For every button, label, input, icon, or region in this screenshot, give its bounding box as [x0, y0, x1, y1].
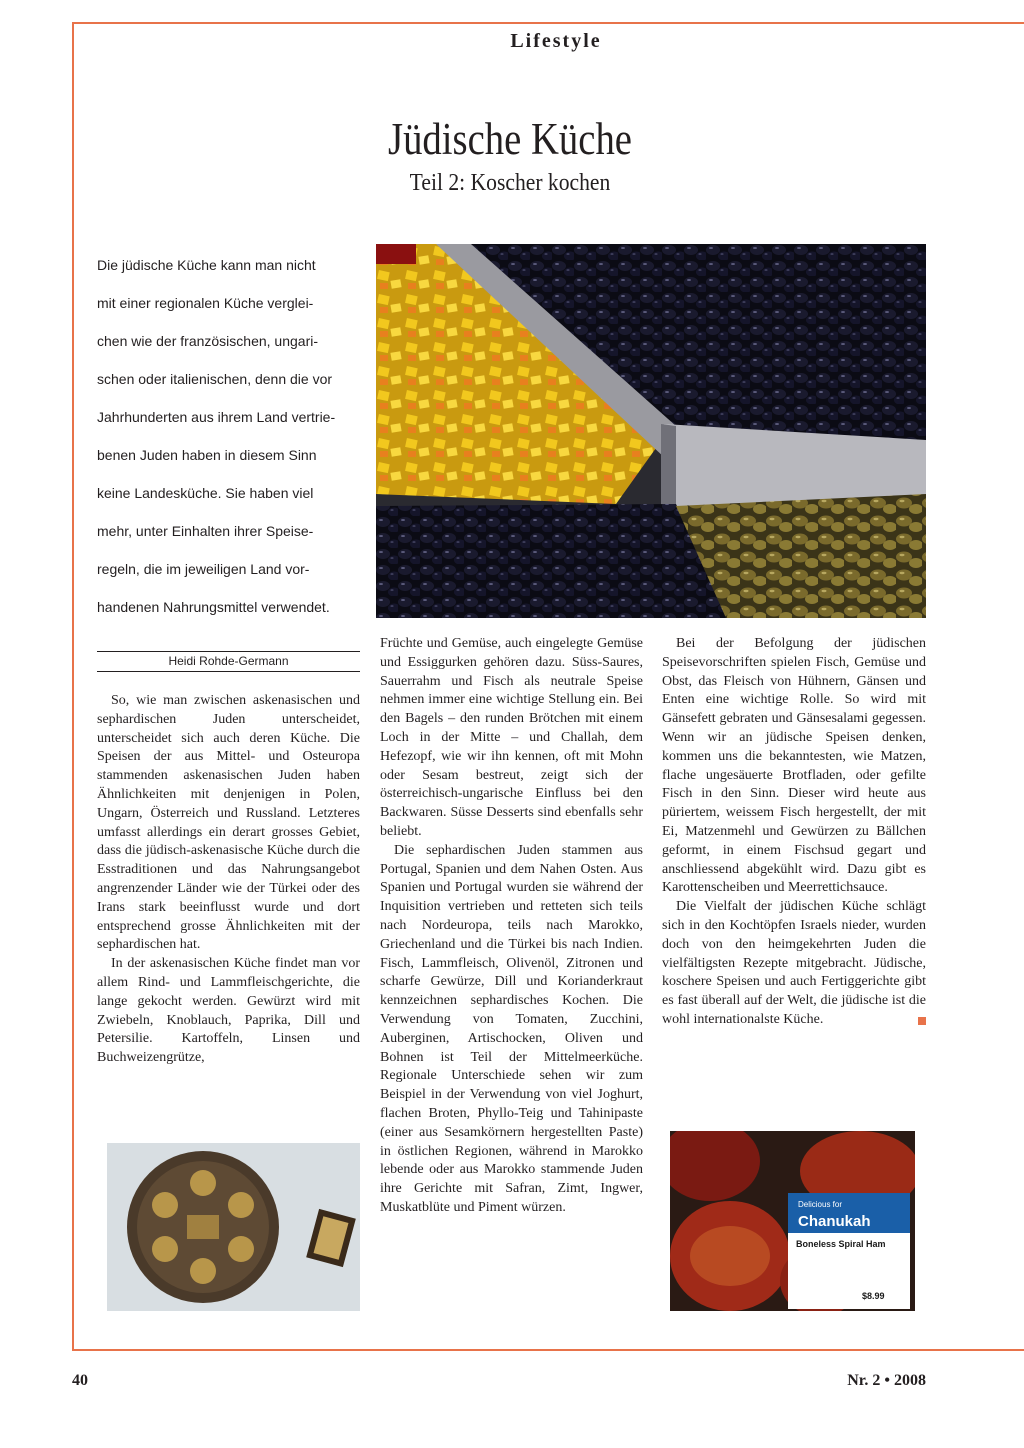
- body-column-3: [662, 635, 926, 1030]
- paragraph: In der askenasischen Küche findet man vor allem Rind- und Lammfleischgerichte, die lange gekocht werden. Gewürzt wird mit Zwiebeln, Knoblauch, Paprika, Dill und Petersilie. Kartoffeln, Linsen und Buchweizengrütze,: [97, 956, 360, 1066]
- end-of-article-mark: [918, 1017, 926, 1025]
- article-title: Jüdische Küche: [388, 114, 632, 164]
- sign-price: $8.99: [862, 1291, 885, 1301]
- intro-line: keine Landesküche. Sie haben viel: [97, 485, 314, 501]
- author-top-rule: [97, 651, 360, 652]
- issue-label: Nr. 2 • 2008: [847, 1372, 926, 1389]
- paragraph: So, wie man zwischen askenasischen und sephardischen Juden unterscheidet, unterscheidet sich auch deren Küche. Die Speisen der aus Mittel- und Osteuropa stammenden askenasischen Juden haben Ähnlichkeiten mit denjenigen in Polen, Ungarn, Österreich und Russland. Letzteres umfasst allerdings ein derart grosses Gebiet, dass die jüdisch-askenasische Küche durch die Esstraditionen und das Nahrungsangebot angrenzender Länder wie der Türkei oder des Irans stark beeinflusst wurde und dort entsprechend grosse Ähnlichkeiten mit der sephardischen hat.: [97, 693, 360, 953]
- paragraph-text: Die Vielfalt der jüdischen Küche schlägt sich in den Kochtöpfen Israels nieder, wurden doch von den heimgekehrten Juden die vielfältigsten Rezepte mitgebracht. Jüdische, koschere Speisen und auch Fertiggerichte gibt es fast überall auf der Welt, die jüdische ist die wohl internationalste Küche.: [662, 899, 926, 1027]
- intro-line: schen oder italienischen, denn die vor: [97, 371, 333, 387]
- intro-line: handenen Nahrungsmittel verwendet.: [97, 599, 330, 615]
- paragraph: Bei der Befolgung der jüdischen Speisevorschriften spielen Fisch, Gemüse und Obst, das Fleisch von Hühnern, Gänsen und Enten eine wichtige Rolle. So wird mit Gänsefett gebraten und Gänsesalami gegessen. Wenn wir an jüdische Speisen denken, kommen uns die bekanntesten, wie Matzen, flache ungesäuerte Brotfladen, oder gefilte Fisch in den Sinn. Dieser wird heute aus püriertem, weissem Fisch hergestellt, der mit Ei, Matzenmehl und Gewürzen zu Bällchen geformt, in einem Fischsud gegart und anschliessend abgekühlt wird. Dazu gibt es Karottenscheiben und Meerrettichsauce.: [662, 636, 926, 896]
- frame-left-rule: [72, 22, 74, 1350]
- frame-bottom-rule: [72, 1349, 1024, 1351]
- paragraph: Die sephardischen Juden stammen aus Portugal, Spanien und dem Nahen Osten. Aus Spanien und Portugal wurden sie während der Inquisition vertrieben und retteten sich teils nach Nordeuropa, teils nach Marokko, Griechenland und die Türkei bis nach Indien. Fisch, Lammfleisch, Olivenöl, Zitronen und scharfe Gewürze, Dill und Korianderkraut kennzeichnen sephardisches Kochen. Die Verwendung von Tomaten, Zucchini, Auberginen, Artischocken, Oliven und Bohnen ist Teil der Mittelmeerküche. Regionale Unterschiede sehen wir zum Beispiel in der Verwendung von viel Joghurt, flachen Broten, Phyllo-Teig und Tahinipaste (einer aus Sesamkörnern hergestellten Paste) in östlichen Regionen, während in Marokko lebende oder aus Marokko stammende Juden ihre Gerichte mit Safran, Zimt, Ingwer, Muskatblüte und Piment würzen.: [380, 842, 643, 1215]
- frame-top-rule: [72, 22, 1024, 24]
- sign-line-1: Delicious for: [798, 1200, 843, 1209]
- intro-line: mit einer regionalen Küche verglei-: [97, 295, 314, 311]
- photo-chanukah-sign: [670, 1131, 915, 1311]
- section-label: Lifestyle: [510, 30, 602, 52]
- article-subtitle: Teil 2: Koscher kochen: [409, 170, 611, 196]
- intro-line: regeln, die im jeweiligen Land vor-: [97, 561, 310, 577]
- intro-line: chen wie der französischen, ungari-: [97, 333, 319, 349]
- photo-olives: [376, 244, 926, 618]
- body-column-2: [380, 635, 643, 1218]
- sign-line-2: Chanukah: [798, 1213, 871, 1230]
- intro-line: benen Juden haben in diesem Sinn: [97, 447, 317, 463]
- paragraph: Früchte und Gemüse, auch eingelegte Gemüse und Essiggurken gehören dazu. Süss-Saures, Sauerrahm und Fisch als neutrale Speise nehmen immer eine wichtige Stellung ein. Bei den Bagels – den runden Brötchen mit einem Loch in der Mitte – und Challah, dem Hefezopf, wie wir ihn kennen, oft mit Mohn oder Sesam bestreut, zeigt sich der österreichisch-ungarische Einfluss bei den Backwaren. Süsse Desserts sind ebenfalls sehr beliebt.: [380, 636, 643, 839]
- photo-seder-plate: [107, 1143, 360, 1311]
- body-column-1: [97, 692, 360, 1068]
- sign-line-3: Boneless Spiral Ham: [796, 1239, 886, 1249]
- author-name: Heidi Rohde-Germann: [168, 654, 289, 668]
- intro-line: Jahrhunderten aus ihrem Land vertrie-: [97, 409, 336, 425]
- intro-line: Die jüdische Küche kann man nicht: [97, 257, 316, 273]
- author-bottom-rule: [97, 671, 360, 672]
- paragraph-last: [662, 898, 926, 1030]
- page-number: 40: [72, 1372, 88, 1389]
- intro-text: [97, 254, 367, 634]
- intro-line: mehr, unter Einhalten ihrer Speise-: [97, 523, 314, 539]
